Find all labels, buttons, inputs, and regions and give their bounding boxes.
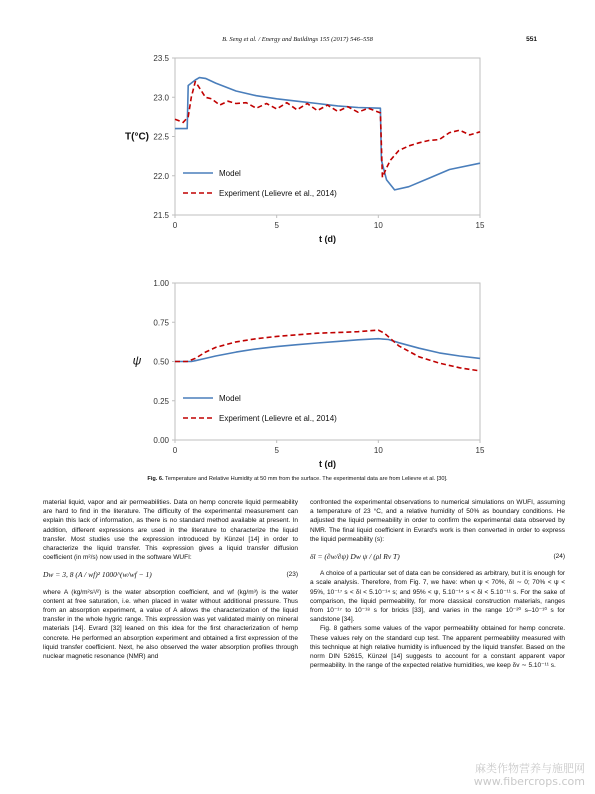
left-paragraph-1: material liquid, vapor and air permeabilities. Data on hemp concrete liquid permeability are hard to find in the literature. The difficulty of the experimental measurement can explain this lack of information, as there is no standard method available at present. In addition, different expressions are used in the literature to characterize the liquid transfer. Most studies use the expression introduced by Künzel [14] in order to characterize the liquid transfer. This expression gives a liquid transfer diffusion coefficient (in m²/s) now used in the software WUFI:: [43, 499, 298, 562]
right-paragraph-2: A choice of a particular set of data can be considered as arbitrary, but it is enough for a scale analysis. Therefore, from Fig. 7, we have: when ψ < 70%, δl ∼ 0; 70% < ψ < 95%, 10⁻¹⁷ s < δl < 5.10⁻¹⁴ s; and 95% < ψ, 5.10⁻¹⁴ s < δl < 5.10⁻¹¹ s. For the sake of comparison, the liquid permeability, for more classical construction materials, ranges from 10⁻¹⁷ to 10⁻¹⁸ s for bricks [33], and varies in the range 10⁻²⁰ s–10⁻¹⁰ s for sandstone [34].: [310, 570, 565, 624]
equation-24: [310, 552, 565, 561]
right-paragraph-1: confronted the experimental observations to numerical simulations on WUFI, assuming a temperature of 23 °C, and a relative humidity of 50% as boundary conditions. He adjusted the liquid permeability in order to confirm the experimental data observed by NMR. The final liquid coefficient in Evrard's work is then converted in order to express the liquid permeability (s):: [310, 499, 565, 543]
temp-ytick-label: 22.5: [153, 132, 169, 142]
hum-xtick-label: 0: [172, 446, 178, 455]
equation-23: [43, 570, 298, 579]
equation-24-formula: δl = (∂w/∂ψ) Dw ψ / (ρl Rv T): [310, 552, 400, 562]
equation-24-number: (24): [553, 553, 565, 561]
hum-experiment-line: [175, 330, 480, 371]
temp-ytick-label: 22.0: [153, 171, 169, 181]
right-paragraph-3: Fig. 8 gathers some values of the vapor permeability obtained for hemp concrete. These values rely on the standard cup test. The apparent permeability measured with this technique at high relative humidity is influenced by the liquid transfer. Based on the norm DIN 52615, Künzel [14] suggests to account for a constant apparent vapor permeability. In the range of the expected relative humidities, we keep δv ∼ 5.10⁻¹¹ s.: [310, 625, 565, 670]
hum-ytick-label: 0.00: [153, 436, 169, 445]
temp-yaxis-label: T(°C): [125, 131, 149, 143]
temp-ytick-label: 23.0: [153, 93, 169, 103]
figure-label: Fig. 6.: [147, 476, 164, 482]
temp-legend-experiment-label: Experiment (Lelievre et al., 2014): [219, 189, 337, 198]
journal-line: B. Seng et al. / Energy and Buildings 155 (2017) 546–558: [222, 36, 373, 43]
temperature-chart: [120, 50, 500, 250]
temp-xaxis-label: t (d): [319, 234, 336, 244]
hum-xtick-label: 15: [475, 446, 485, 455]
hum-yaxis-label: ψ: [132, 353, 142, 368]
temp-ytick-label: 21.5: [153, 211, 169, 220]
left-paragraph-2: where A (kg/m²s¹/²) is the water absorption coefficient, and wf (kg/m³) is the water content at free saturation, i.e. when placed in water without additional pressure. Thus from an absorption experiment, a value of A allows the characterization of the liquid transfer in the whole hygric range. This expression was yet validated mainly on mineral materials [14]. Evrard [32] leaned on this idea for the first characterization of hemp concrete. He performed an absorption experiment and obtained a first expression of the liquid transfer coefficient. Next, he also observed the water absorption profiles through nuclear magnetic resonance (NMR) and: [43, 588, 298, 661]
temp-legend-model-label: Model: [219, 169, 241, 178]
temp-xtick-label: 0: [172, 221, 178, 230]
watermark: [474, 762, 585, 788]
hum-ytick-label: 0.25: [153, 396, 169, 406]
equation-23-formula: Dw = 3, 8 (A / wf)² 1000^(w/wf − 1): [43, 570, 152, 580]
hum-xaxis-label: t (d): [319, 459, 336, 469]
hum-legend-experiment-label: Experiment (Lelievre et al., 2014): [219, 414, 337, 423]
temp-xtick-label: 10: [373, 221, 383, 230]
hum-ytick-label: 0.75: [153, 318, 169, 328]
watermark-line-2: www.fibercrops.com: [473, 775, 585, 788]
figure-caption-text: Temperature and Relative Humidity at 50 mm from the surface. The experimental data are from Lelievre et al. [30].: [165, 476, 448, 482]
hum-ytick-label: 1.00: [153, 279, 169, 288]
humidity-chart: [120, 275, 500, 475]
temp-experiment-line: [175, 82, 480, 178]
right-column: [310, 498, 565, 670]
equation-23-number: (23): [286, 571, 298, 579]
temp-xtick-label: 5: [274, 221, 279, 230]
page-number: 551: [526, 36, 537, 43]
hum-legend-model-label: Model: [219, 394, 241, 403]
hum-xtick-label: 10: [373, 446, 383, 455]
hum-xtick-label: 5: [274, 446, 279, 455]
hum-ytick-label: 0.50: [153, 357, 169, 367]
figure-caption: [40, 476, 555, 482]
temp-xtick-label: 15: [475, 221, 485, 230]
temp-ytick-label: 23.5: [153, 54, 169, 63]
watermark-line-1: 麻类作物营养与施肥网: [475, 762, 585, 775]
left-column: [43, 498, 298, 661]
hum-model-line: [175, 339, 480, 362]
